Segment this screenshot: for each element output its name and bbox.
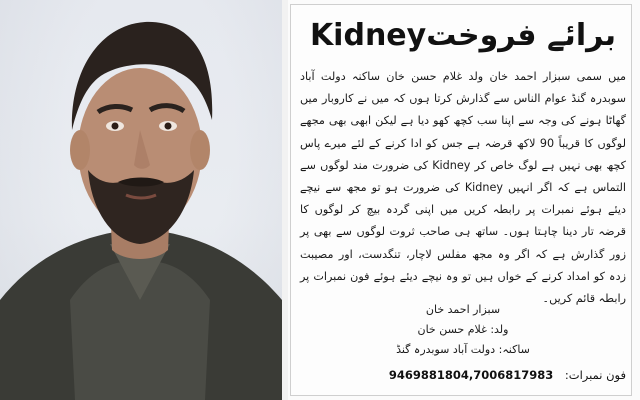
signature-father: ولد: غلام حسن خان [417,323,509,336]
ad-title-prefix: Kidney [309,18,427,53]
ad-title-suffix: برائے فروخت [426,18,617,53]
ad-title [300,14,626,58]
phone-row [300,364,626,386]
phone-numbers: 9469881804,7006817983 [388,368,554,382]
signature-name: سبزار احمد خان [425,303,501,316]
signature-address: ساکنہ: دولت آباد سوبدرہ گنڈ [396,343,530,356]
phone-label: فون نمبرات: [564,368,626,382]
person-illustration [0,0,282,400]
portrait-photo [0,0,282,400]
ad-body-text: میں سمی سبزار احمد خان ولد غلام حسن خان ساکنہ دولت آباد سوبدرہ گنڈ عوام الناس سے گذارش کرتا ہوں کہ میں نے کاروبار میں گھاٹا ہونے کی وجہ سے اپنا سب کچھ کھو دیا ہے لیکن ابھی بھی مجھے لوگوں کا قریباً 90 لاکھ قرضہ ہے جس کو ادا کرنے کے لئے میرے پاس کچھ بھی نہیں ہے لوگ خاص کر Kidney کی ضرورت مند لوگوں سے التماس ہے کہ اگر انہیں Kidney کی ضرورت ہو تو مجھ سے نیچے دیئے ہوئے نمبرات پر رابطہ کریں میں اپنی گردہ بیچ کر لوگوں کا قرضہ تار دینا چاہتا ہوں۔ ساتھ ہی صاحب ثروت لوگوں سے بھی پر زور گذارش ہے کہ اگر وہ مجھ مفلس لاچار، تنگدست، اور مصیبت زدہ کو امداد کرنے کے خواں ہیں تو وہ نیچے دیئے ہوئے فون نمبرات پر رابطہ قائم کریں۔ [300,70,627,306]
